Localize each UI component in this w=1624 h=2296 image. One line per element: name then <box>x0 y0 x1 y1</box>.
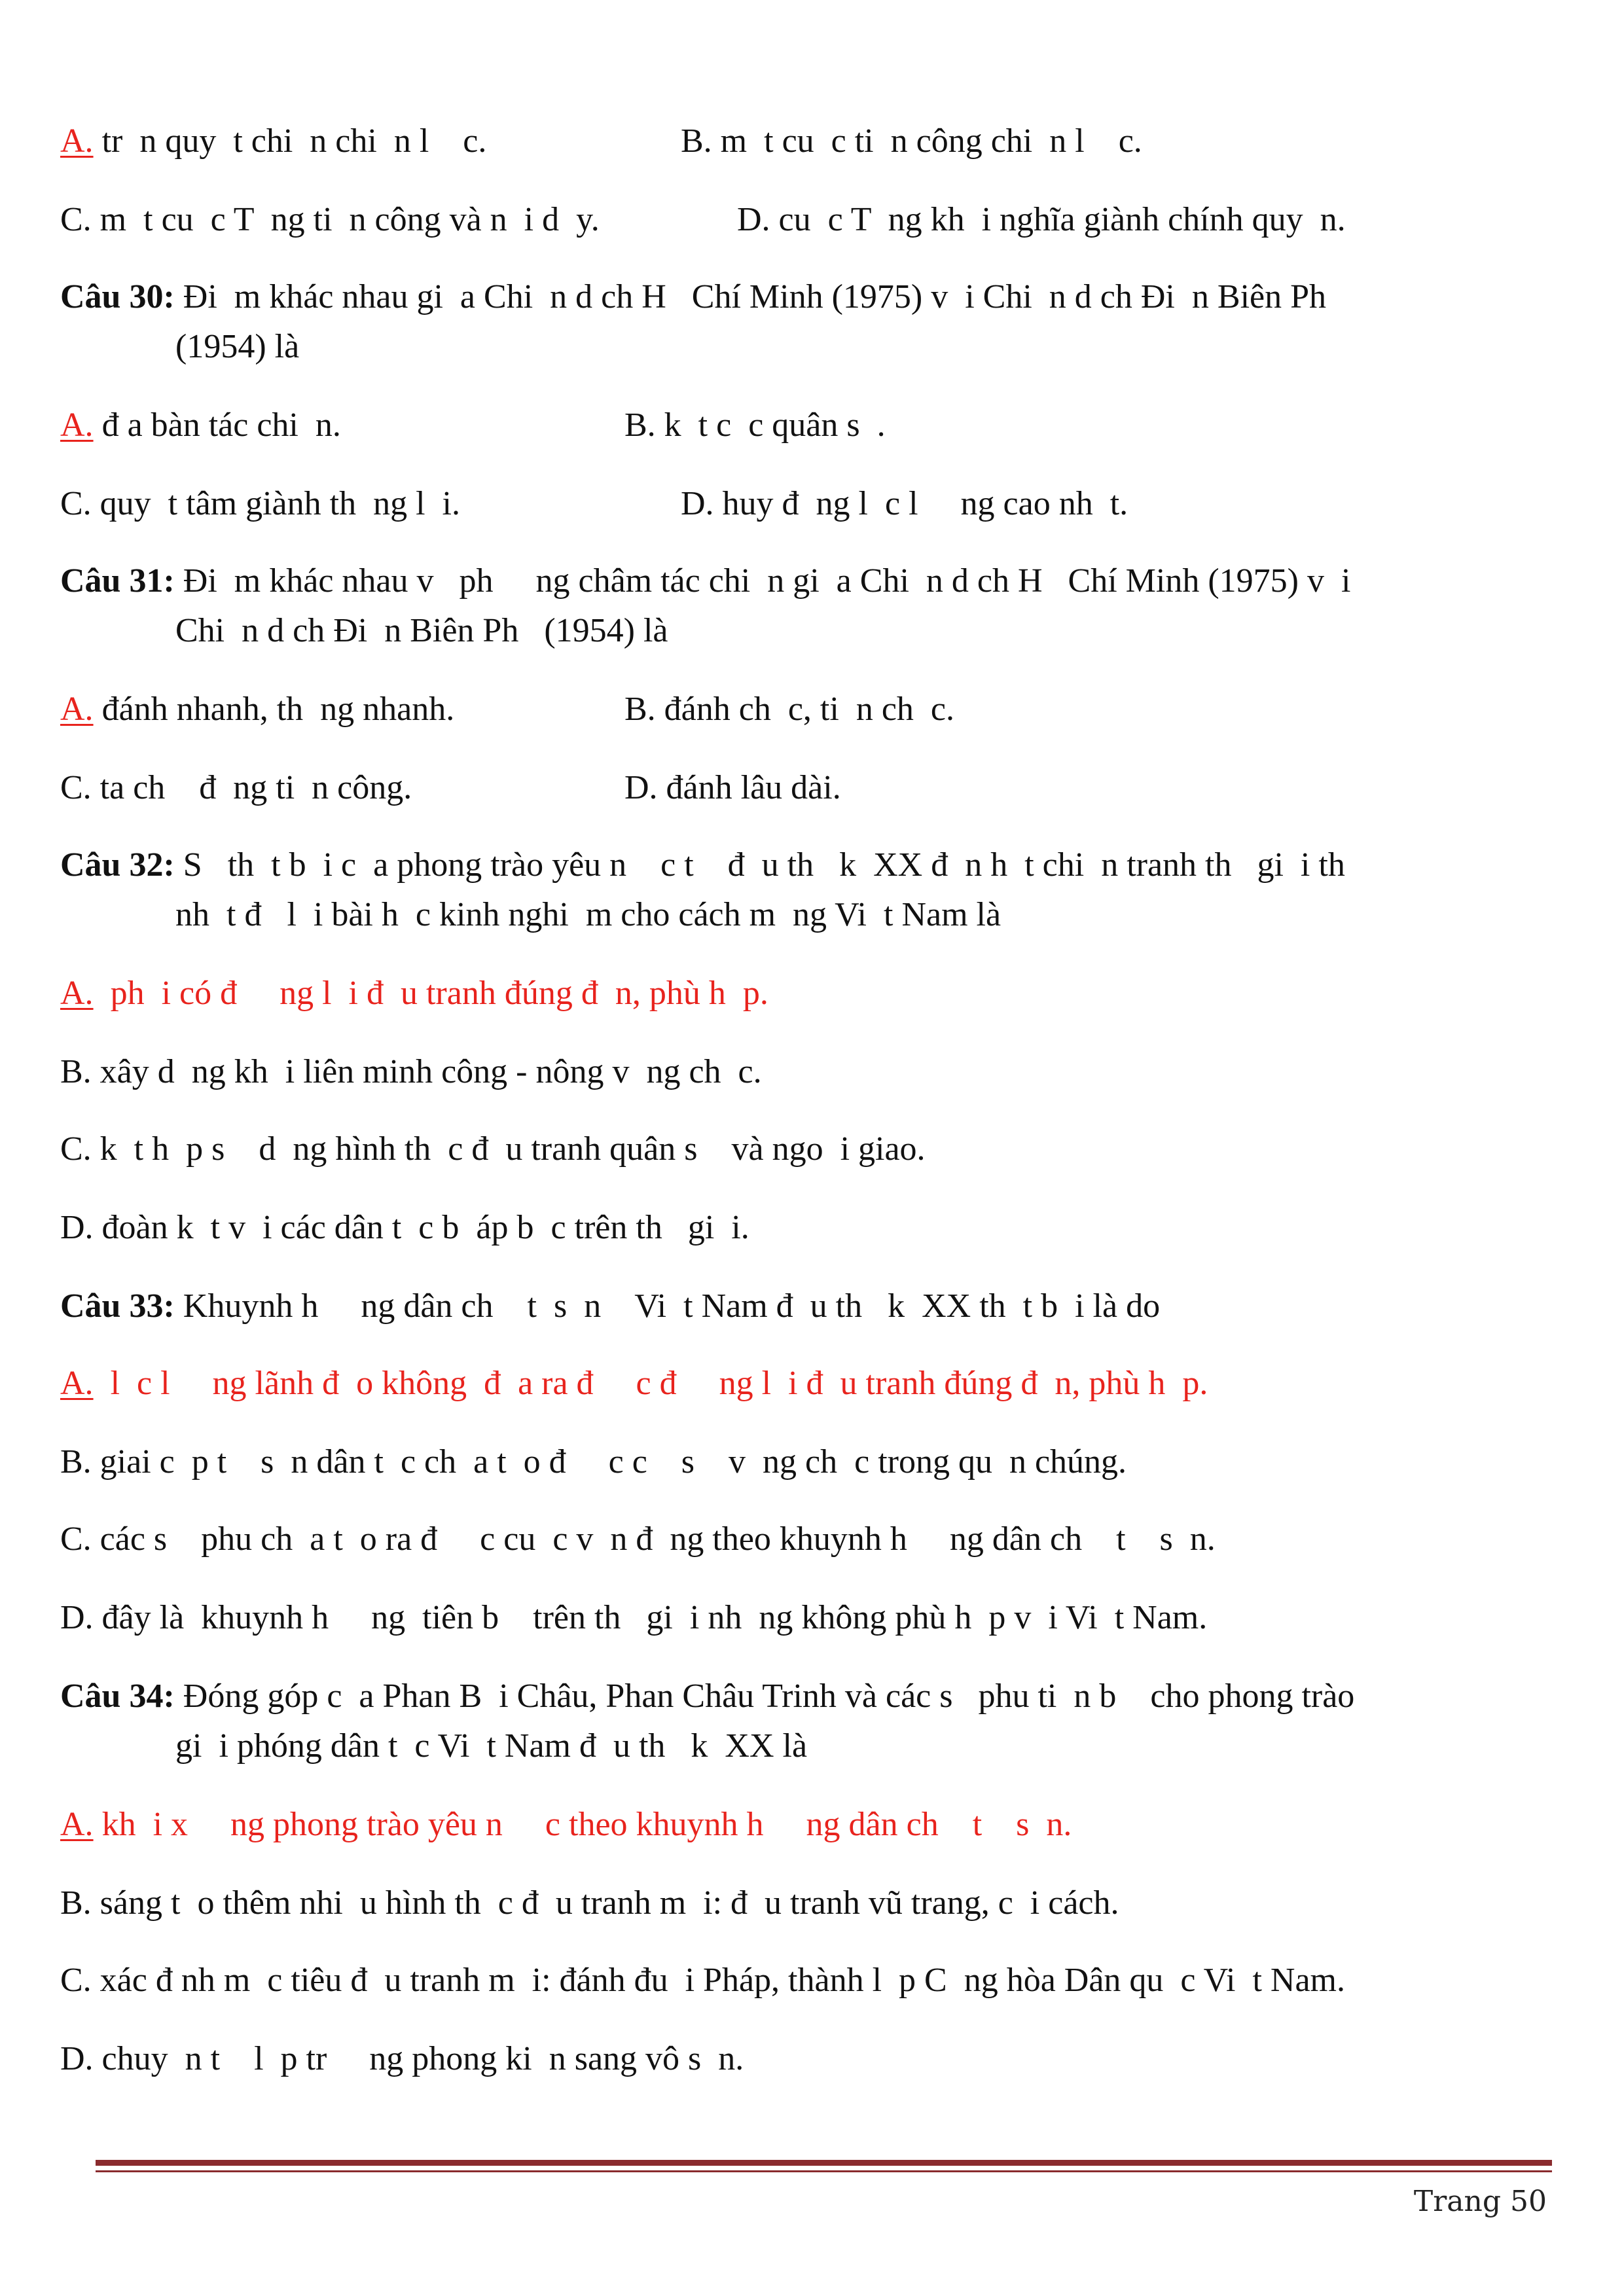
q29-option-d: D. cu c T ng kh i nghĩa giành chính quy n. <box>737 201 1346 238</box>
q29-option-b: B. m t cu c ti n công chi n l c. <box>681 122 1142 160</box>
q33-option-b: B. giai c p t s n dân t c ch a t o đ c c s v ng ch c trong qu n chúng. <box>60 1443 1127 1480</box>
footer-divider-thin <box>96 2170 1552 2172</box>
q32-a-letter: A. <box>60 975 94 1012</box>
q29-a-letter: A. <box>60 122 94 160</box>
q32-option-c: C. k t h p s d ng hình th c đ u tranh quân s và ngo i giao. <box>60 1130 926 1168</box>
q32-stem-line1: S th t b i c a phong trào yêu n c t đ u th k XX đ n h t chi n tranh th gi i th <box>174 846 1345 884</box>
q29-a-text: tr n quy t chi n chi n l c. <box>93 122 487 160</box>
q34-option-b: B. sáng t o thêm nhi u hình th c đ u tranh m i: đ u tranh vũ trang, c i cách. <box>60 1884 1119 1922</box>
q31-stem <box>60 562 1350 601</box>
q32-option-a <box>60 974 768 1013</box>
q34-a-letter: A. <box>60 1806 94 1843</box>
q32-stem <box>60 846 1345 885</box>
q31-option-d: D. đánh lâu dài. <box>624 769 841 806</box>
q33-a-letter: A. <box>60 1365 94 1402</box>
q33-option-d: D. đây là khuynh h ng tiên b trên th gi i nh ng không phù h p v i Vi t Nam. <box>60 1599 1208 1636</box>
q30-option-d: D. huy đ ng l c l ng cao nh t. <box>681 485 1128 522</box>
q34-a-text: kh i x ng phong trào yêu n c theo khuynh h ng dân ch t s n. <box>93 1806 1072 1843</box>
q33-a-text: l c l ng lãnh đ o không đ a ra đ c đ ng l i đ u tranh đúng đ n, phù h p. <box>93 1365 1208 1402</box>
q32-a-text: ph i có đ ng l i đ u tranh đúng đ n, phù h p. <box>93 975 768 1012</box>
q34-option-d: D. chuy n t l p tr ng phong ki n sang vô s n. <box>60 2040 744 2077</box>
q30-stem <box>60 278 1326 317</box>
q31-option-c: C. ta ch đ ng ti n công. <box>60 769 412 806</box>
q31-option-a <box>60 690 454 729</box>
q32-option-b: B. xây d ng kh i liên minh công - nông v ng ch c. <box>60 1053 762 1090</box>
q33-stem-line1: Khuynh h ng dân ch t s n Vi t Nam đ u th k XX th t b i là do <box>174 1287 1161 1325</box>
q30-option-b: B. k t c c quân s . <box>624 406 886 444</box>
q34-label: Câu 34: <box>60 1677 175 1715</box>
q30-stem-line2: (1954) là <box>175 328 300 365</box>
q32-label: Câu 32: <box>60 846 175 884</box>
q31-stem-line2: Chi n d ch Đi n Biên Ph (1954) là <box>175 612 668 649</box>
q33-option-a <box>60 1364 1208 1403</box>
q31-option-b: B. đánh ch c, ti n ch c. <box>624 691 954 728</box>
q32-option-d: D. đoàn k t v i các dân t c b áp b c trên th gi i. <box>60 1209 749 1246</box>
q33-stem <box>60 1287 1160 1326</box>
q29-option-a <box>60 122 486 161</box>
q31-a-letter: A. <box>60 691 94 728</box>
q30-a-text: đ a bàn tác chi n. <box>93 406 341 444</box>
q30-option-c: C. quy t tâm giành th ng l i. <box>60 485 460 522</box>
q33-label: Câu 33: <box>60 1287 175 1325</box>
q34-option-c: C. xác đ nh m c tiêu đ u tranh m i: đánh đu i Pháp, thành l p C ng hòa Dân qu c Vi t Nam. <box>60 1962 1345 1999</box>
q30-option-a <box>60 406 341 445</box>
q30-a-letter: A. <box>60 406 94 444</box>
q31-a-text: đánh nhanh, th ng nhanh. <box>93 691 455 728</box>
q34-stem <box>60 1677 1354 1716</box>
footer-divider-thick <box>96 2160 1552 2166</box>
q32-stem-line2: nh t đ l i bài h c kinh nghi m cho cách m ng Vi t Nam là <box>175 896 1001 933</box>
q29-option-c: C. m t cu c T ng ti n công và n i d y. <box>60 201 600 238</box>
q31-label: Câu 31: <box>60 562 175 600</box>
q31-stem-line1: Đi m khác nhau v ph ng châm tác chi n gi a Chi n d ch H Chí Minh (1975) v i <box>174 562 1351 600</box>
q34-stem-line1: Đóng góp c a Phan B i Châu, Phan Châu Trinh và các s phu ti n b cho phong trào <box>174 1677 1355 1715</box>
q30-label: Câu 30: <box>60 278 175 315</box>
q34-option-a <box>60 1805 1072 1844</box>
page-number: Trang 50 <box>1413 2185 1547 2218</box>
q34-stem-line2: gi i phóng dân t c Vi t Nam đ u th k XX là <box>175 1727 808 1765</box>
q30-stem-line1: Đi m khác nhau gi a Chi n d ch H Chí Minh (1975) v i Chi n d ch Đi n Biên Ph <box>174 278 1327 315</box>
q33-option-c: C. các s phu ch a t o ra đ c cu c v n đ ng theo khuynh h ng dân ch t s n. <box>60 1520 1216 1558</box>
